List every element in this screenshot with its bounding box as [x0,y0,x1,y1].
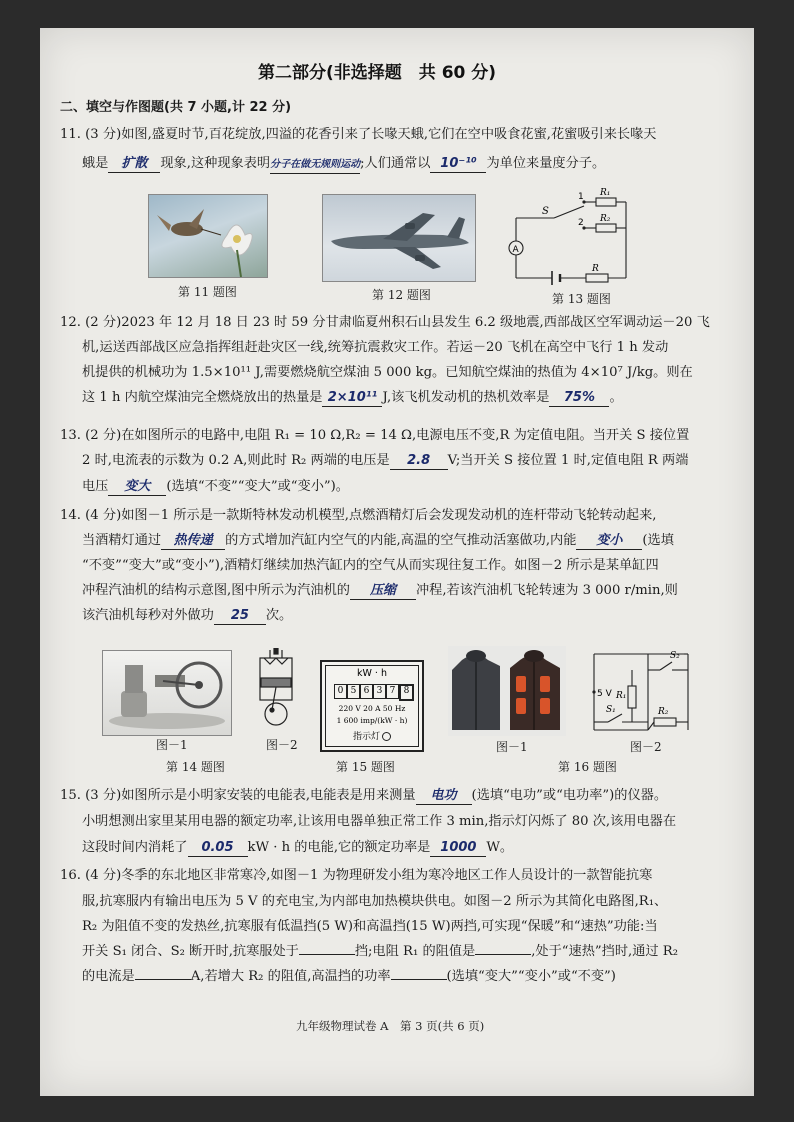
q14-line3: “不变”“变大”或“变小”),酒精灯继续加热汽缸内的空气从而实现往复工作。如图－2 所示是某单缸四 [82,558,659,573]
fig14-1-label: 图－1 [156,738,188,752]
meter-lamp-label: 指示灯 [322,729,422,742]
q14-line1: 14. (4 分)如图－1 所示是一款斯特林发动机模型,点燃酒精灯后会发现发动机的连杆带动飞轮转动起来, [60,508,657,523]
q11-answer-1: 扩散 [108,156,160,173]
q12-line3: 机提供的机械功为 1.5×10¹¹ J,需要燃烧航空煤油 5 000 kg。已知航空煤油的热值为 4×10⁷ J/kg。则在 [82,365,693,380]
fig14-2-label: 图－2 [266,738,298,752]
q16-line5: 的电流是 A,若增大 R₂ 的阻值,高温挡的功率 (选填“变大”“变小”或“不变”) [82,969,616,984]
page-footer: 九年级物理试卷 A 第 3 页(共 6 页) [296,1019,485,1033]
fig13-switch-label: S [542,206,549,217]
fig16-s2-label: S₂ [670,651,680,661]
fig15-caption: 第 15 题图 [336,760,395,774]
q16-blank-2[interactable] [475,954,531,955]
q16-blank-1[interactable] [299,954,355,955]
meter-unit: kW · h [357,668,387,679]
section-heading: 二、填空与作图题(共 7 小题,计 22 分) [60,100,292,115]
fig16-voltage-label: 5 V [597,689,612,699]
fig16-2-label: 图－2 [630,740,662,754]
q15-line3: 这段时间内消耗了 0.05 kW · h 的电能,它的额定功率是 1000 W。 [82,840,514,855]
q15-line1: 15. (3 分)如图所示是小明家安装的电能表,电能表是用来测量 电功 (选填“电功”或“电功率”)的仪器。 [60,788,668,803]
q14-line4: 冲程汽油机的结构示意图,图中所示为汽油机的 压缩 冲程,若该汽油机飞轮转速为 3 000 r/min,则 [82,583,678,598]
page-title: 第二部分(非选择题 共 60 分) [258,63,497,83]
q11-line1: 11. (3 分)如图,盛夏时节,百花绽放,四溢的花香引来了长喙天蛾,它们在空中吸食花蜜,花蜜吸引来长喙天 [60,127,657,142]
q12-answer-2: 75% [549,390,609,407]
q16-line2: 服,抗寒服内有输出电压为 5 V 的充电宝,为内部电加热模块供电。如图－2 所示为其简化电路图,R₁、 [82,894,668,909]
fig13-r-label: R [592,264,599,274]
fig16-2-circuit-diagram [588,646,698,738]
q16-line1: 16. (4 分)冬季的东北地区非常寒冷,如图－1 为物理研发小组为寒冷地区工作人员设计的一款智能抗寒 [60,868,653,883]
heated-jacket-photo [448,646,566,736]
meter-digit-decimal: 8 [399,684,414,701]
fig13-r2-label: R₂ [600,214,611,224]
q14-line5: 该汽油机每秒对外做功 25 次。 [82,608,293,623]
fig14-caption: 第 14 题图 [166,760,225,774]
transport-plane-photo [322,194,476,282]
fig16-1-label: 图－1 [496,740,528,754]
q15-answer-2: 0.05 [188,840,248,857]
stirling-engine-photo [102,650,232,736]
q14-answer-2: 变小 [576,533,642,550]
fig13-pos1-label: 1 [578,192,584,202]
q13-answer-2: 变大 [108,479,166,496]
fig16-s1-label: S₁ [606,705,616,715]
q16-line3: R₂ 为阻值不变的发热丝,抗寒服有低温挡(5 W)和高温挡(15 W)两挡,可实现“保暖”和“速热”功能:当 [82,919,658,934]
q16-blank-3[interactable] [135,979,191,980]
q14-answer-3: 压缩 [350,583,416,600]
q12-line4: 这 1 h 内航空煤油完全燃烧放出的热量是 2×10¹¹ J,该飞机发动机的热机效率是 75% 。 [82,390,623,405]
fig16-caption: 第 16 题图 [558,760,617,774]
meter-digit: 7 [386,684,399,699]
indicator-lamp-icon [382,732,391,741]
meter-digit: 0 [334,684,347,699]
q13-line3: 电压 变大 (选填“不变”“变大”或“变小”)。 [82,479,349,494]
fig13-circuit-diagram [504,188,634,288]
meter-imp: 1 600 imp/(kW · h) [336,716,408,725]
q14-answer-1: 热传递 [161,533,225,550]
q12-answer-1: 2×10¹¹ [322,390,382,407]
q14-line2: 当酒精灯通过 热传递 的方式增加汽缸内空气的内能,高温的空气推动活塞做功,内能 变小 (选填 [82,533,674,548]
q11-answer-3: 10⁻¹⁰ [430,156,486,173]
q12-line2: 机,运送西部战区应急指挥组赶赴灾区一线,统筹抗震救灾工作。若运－20 飞机在高空中飞行 1 h 发动 [82,340,669,355]
q15-answer-1: 电功 [416,788,472,805]
electricity-meter [320,660,424,752]
fig12-caption: 第 12 题图 [372,288,431,302]
fig14-2-engine-diagram [244,648,308,734]
fig13-pos2-label: 2 [578,218,584,228]
fig13-r1-label: R₁ [600,188,611,198]
q13-line1: 13. (2 分)在如图所示的电路中,电阻 R₁ = 10 Ω,R₂ = 14 Ω,电源电压不变,R 为定值电阻。当开关 S 接位置 [60,428,690,443]
q13-line2: 2 时,电流表的示数为 0.2 A,则此时 R₂ 两端的电压是 2.8 V;当开关 S 接位置 1 时,定值电阻 R 两端 [82,453,689,468]
exam-page [40,28,754,1096]
fig13-caption: 第 13 题图 [552,292,611,306]
meter-digits [334,684,414,701]
meter-digit: 5 [347,684,360,699]
fig13-ammeter-label: A [512,245,519,255]
q13-answer-1: 2.8 [390,453,448,470]
q16-blank-4[interactable] [391,979,447,980]
fig16-r2-label: R₂ [658,707,669,717]
moth-flower-photo [148,194,268,278]
q15-line2: 小明想测出家里某用电器的额定功率,让该用电器单独正常工作 3 min,指示灯闪烁了 80 次,该用电器在 [82,814,677,829]
q16-line4: 开关 S₁ 闭合、S₂ 断开时,抗寒服处于 挡;电阻 R₁ 的阻值是 ,处于“速热”挡时,通过 R₂ [82,944,678,959]
meter-digit: 3 [373,684,386,699]
q14-answer-4: 25 [214,608,266,625]
q12-line1: 12. (2 分)2023 年 12 月 18 日 23 时 59 分甘肃临夏州积石山县发生 6.2 级地震,西部战区空军调动运－20 飞 [60,315,710,330]
q11-answer-2: 分子在做无规则运动 [270,157,360,174]
q11-line2: 蛾是 扩散 现象,这种现象表明分子在做无规则运动;人们通常以 10⁻¹⁰ 为单位来量度分子。 [82,154,605,174]
fig16-r1-label: R₁ [616,691,627,701]
meter-spec: 220 V 20 A 50 Hz [338,704,406,713]
fig11-caption: 第 11 题图 [178,285,237,299]
q15-answer-3: 1000 [430,840,486,857]
meter-digit: 6 [360,684,373,699]
